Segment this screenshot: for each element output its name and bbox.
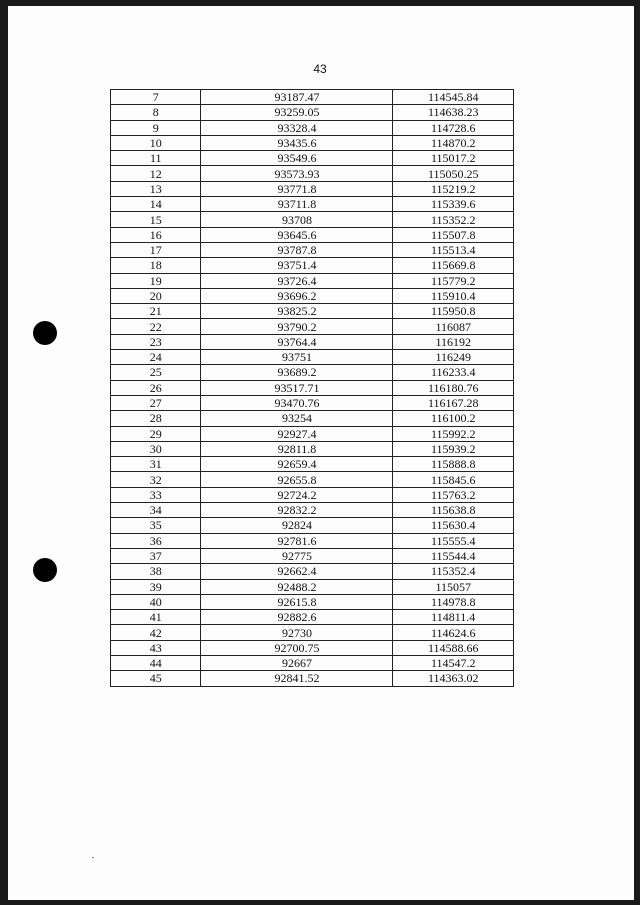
row-index-cell: 22 bbox=[111, 319, 201, 334]
table-row bbox=[111, 518, 514, 533]
table-row bbox=[111, 319, 514, 334]
second-value-cell: 115219.2 bbox=[393, 181, 514, 196]
second-value-cell: 115352.2 bbox=[393, 212, 514, 227]
table-row bbox=[111, 258, 514, 273]
second-value-cell: 116087 bbox=[393, 319, 514, 334]
second-value-cell: 115845.6 bbox=[393, 472, 514, 487]
table-row bbox=[111, 457, 514, 472]
first-value-cell: 92700.75 bbox=[201, 640, 393, 655]
row-index-cell: 25 bbox=[111, 365, 201, 380]
row-index-cell: 13 bbox=[111, 181, 201, 196]
table-row bbox=[111, 288, 514, 303]
row-index-cell: 7 bbox=[111, 90, 201, 105]
first-value-cell: 93825.2 bbox=[201, 304, 393, 319]
row-index-cell: 20 bbox=[111, 288, 201, 303]
table-row bbox=[111, 655, 514, 670]
second-value-cell: 115910.4 bbox=[393, 288, 514, 303]
second-value-cell: 114588.66 bbox=[393, 640, 514, 655]
first-value-cell: 92781.6 bbox=[201, 533, 393, 548]
first-value-cell: 92724.2 bbox=[201, 487, 393, 502]
first-value-cell: 92882.6 bbox=[201, 610, 393, 625]
first-value-cell: 92775 bbox=[201, 548, 393, 563]
table-row bbox=[111, 594, 514, 609]
first-value-cell: 93751 bbox=[201, 350, 393, 365]
first-value-cell: 92667 bbox=[201, 655, 393, 670]
row-index-cell: 45 bbox=[111, 671, 201, 686]
row-index-cell: 41 bbox=[111, 610, 201, 625]
table-row bbox=[111, 503, 514, 518]
scan-artifact bbox=[92, 857, 94, 858]
row-index-cell: 15 bbox=[111, 212, 201, 227]
first-value-cell: 93790.2 bbox=[201, 319, 393, 334]
table-row bbox=[111, 334, 514, 349]
table-row bbox=[111, 197, 514, 212]
first-value-cell: 93711.8 bbox=[201, 197, 393, 212]
second-value-cell: 116192 bbox=[393, 334, 514, 349]
second-value-cell: 115050.25 bbox=[393, 166, 514, 181]
first-value-cell: 93696.2 bbox=[201, 288, 393, 303]
first-value-cell: 93771.8 bbox=[201, 181, 393, 196]
first-value-cell: 92927.4 bbox=[201, 426, 393, 441]
first-value-cell: 92615.8 bbox=[201, 594, 393, 609]
table-row bbox=[111, 548, 514, 563]
second-value-cell: 115992.2 bbox=[393, 426, 514, 441]
first-value-cell: 92662.4 bbox=[201, 564, 393, 579]
table-row bbox=[111, 426, 514, 441]
table-row bbox=[111, 105, 514, 120]
second-value-cell: 114811.4 bbox=[393, 610, 514, 625]
table-row bbox=[111, 380, 514, 395]
first-value-cell: 92811.8 bbox=[201, 441, 393, 456]
row-index-cell: 29 bbox=[111, 426, 201, 441]
second-value-cell: 115057 bbox=[393, 579, 514, 594]
row-index-cell: 42 bbox=[111, 625, 201, 640]
second-value-cell: 114870.2 bbox=[393, 135, 514, 150]
table-row bbox=[111, 441, 514, 456]
row-index-cell: 30 bbox=[111, 441, 201, 456]
table-row bbox=[111, 579, 514, 594]
second-value-cell: 116180.76 bbox=[393, 380, 514, 395]
second-value-cell: 115779.2 bbox=[393, 273, 514, 288]
first-value-cell: 93549.6 bbox=[201, 151, 393, 166]
row-index-cell: 21 bbox=[111, 304, 201, 319]
table-row bbox=[111, 671, 514, 686]
table-row bbox=[111, 120, 514, 135]
row-index-cell: 43 bbox=[111, 640, 201, 655]
second-value-cell: 115763.2 bbox=[393, 487, 514, 502]
first-value-cell: 93751.4 bbox=[201, 258, 393, 273]
second-value-cell: 114728.6 bbox=[393, 120, 514, 135]
table-row bbox=[111, 640, 514, 655]
first-value-cell: 93517.71 bbox=[201, 380, 393, 395]
second-value-cell: 115630.4 bbox=[393, 518, 514, 533]
table-row bbox=[111, 365, 514, 380]
scan-border-left bbox=[0, 0, 8, 905]
first-value-cell: 93764.4 bbox=[201, 334, 393, 349]
first-value-cell: 93470.76 bbox=[201, 395, 393, 410]
first-value-cell: 93254 bbox=[201, 411, 393, 426]
data-table bbox=[110, 89, 514, 687]
row-index-cell: 16 bbox=[111, 227, 201, 242]
second-value-cell: 115638.8 bbox=[393, 503, 514, 518]
first-value-cell: 93573.93 bbox=[201, 166, 393, 181]
scan-border-right bbox=[634, 0, 640, 905]
row-index-cell: 18 bbox=[111, 258, 201, 273]
table-row bbox=[111, 304, 514, 319]
first-value-cell: 93645.6 bbox=[201, 227, 393, 242]
row-index-cell: 26 bbox=[111, 380, 201, 395]
first-value-cell: 92488.2 bbox=[201, 579, 393, 594]
table-row bbox=[111, 625, 514, 640]
second-value-cell: 115544.4 bbox=[393, 548, 514, 563]
row-index-cell: 39 bbox=[111, 579, 201, 594]
table-row bbox=[111, 472, 514, 487]
row-index-cell: 32 bbox=[111, 472, 201, 487]
first-value-cell: 93259.05 bbox=[201, 105, 393, 120]
row-index-cell: 11 bbox=[111, 151, 201, 166]
row-index-cell: 33 bbox=[111, 487, 201, 502]
first-value-cell: 93328.4 bbox=[201, 120, 393, 135]
row-index-cell: 17 bbox=[111, 242, 201, 257]
first-value-cell: 93435.6 bbox=[201, 135, 393, 150]
second-value-cell: 114547.2 bbox=[393, 655, 514, 670]
second-value-cell: 115513.4 bbox=[393, 242, 514, 257]
page-number: 43 bbox=[313, 62, 327, 76]
second-value-cell: 116100.2 bbox=[393, 411, 514, 426]
table-row bbox=[111, 212, 514, 227]
table-row bbox=[111, 273, 514, 288]
punch-hole-lower bbox=[33, 558, 57, 582]
first-value-cell: 92730 bbox=[201, 625, 393, 640]
first-value-cell: 93787.8 bbox=[201, 242, 393, 257]
table-row bbox=[111, 564, 514, 579]
row-index-cell: 19 bbox=[111, 273, 201, 288]
scan-border-top bbox=[8, 0, 640, 6]
second-value-cell: 115339.6 bbox=[393, 197, 514, 212]
table-row bbox=[111, 533, 514, 548]
row-index-cell: 37 bbox=[111, 548, 201, 563]
second-value-cell: 114363.02 bbox=[393, 671, 514, 686]
row-index-cell: 38 bbox=[111, 564, 201, 579]
first-value-cell: 93726.4 bbox=[201, 273, 393, 288]
first-value-cell: 92832.2 bbox=[201, 503, 393, 518]
row-index-cell: 40 bbox=[111, 594, 201, 609]
table-body bbox=[111, 90, 514, 687]
table-row bbox=[111, 242, 514, 257]
row-index-cell: 14 bbox=[111, 197, 201, 212]
row-index-cell: 27 bbox=[111, 395, 201, 410]
second-value-cell: 115888.8 bbox=[393, 457, 514, 472]
second-value-cell: 116249 bbox=[393, 350, 514, 365]
second-value-cell: 114978.8 bbox=[393, 594, 514, 609]
second-value-cell: 114638.23 bbox=[393, 105, 514, 120]
first-value-cell: 92841.52 bbox=[201, 671, 393, 686]
table-row bbox=[111, 227, 514, 242]
row-index-cell: 35 bbox=[111, 518, 201, 533]
table-row bbox=[111, 181, 514, 196]
table-row bbox=[111, 151, 514, 166]
first-value-cell: 92824 bbox=[201, 518, 393, 533]
second-value-cell: 115507.8 bbox=[393, 227, 514, 242]
first-value-cell: 92659.4 bbox=[201, 457, 393, 472]
second-value-cell: 116167.28 bbox=[393, 395, 514, 410]
row-index-cell: 31 bbox=[111, 457, 201, 472]
table-row bbox=[111, 166, 514, 181]
row-index-cell: 8 bbox=[111, 105, 201, 120]
row-index-cell: 12 bbox=[111, 166, 201, 181]
row-index-cell: 24 bbox=[111, 350, 201, 365]
row-index-cell: 28 bbox=[111, 411, 201, 426]
second-value-cell: 115352.4 bbox=[393, 564, 514, 579]
scan-border-bottom bbox=[8, 900, 640, 905]
row-index-cell: 34 bbox=[111, 503, 201, 518]
table-row bbox=[111, 411, 514, 426]
second-value-cell: 114545.84 bbox=[393, 90, 514, 105]
second-value-cell: 115950.8 bbox=[393, 304, 514, 319]
row-index-cell: 36 bbox=[111, 533, 201, 548]
first-value-cell: 93708 bbox=[201, 212, 393, 227]
row-index-cell: 23 bbox=[111, 334, 201, 349]
punch-hole-upper bbox=[33, 321, 57, 345]
second-value-cell: 115669.8 bbox=[393, 258, 514, 273]
first-value-cell: 93187.47 bbox=[201, 90, 393, 105]
first-value-cell: 93689.2 bbox=[201, 365, 393, 380]
row-index-cell: 9 bbox=[111, 120, 201, 135]
first-value-cell: 92655.8 bbox=[201, 472, 393, 487]
table-row bbox=[111, 487, 514, 502]
table-row bbox=[111, 610, 514, 625]
row-index-cell: 44 bbox=[111, 655, 201, 670]
second-value-cell: 114624.6 bbox=[393, 625, 514, 640]
second-value-cell: 115017.2 bbox=[393, 151, 514, 166]
table-row bbox=[111, 350, 514, 365]
row-index-cell: 10 bbox=[111, 135, 201, 150]
second-value-cell: 115555.4 bbox=[393, 533, 514, 548]
second-value-cell: 116233.4 bbox=[393, 365, 514, 380]
table-row bbox=[111, 135, 514, 150]
table-row bbox=[111, 90, 514, 105]
table-row bbox=[111, 395, 514, 410]
second-value-cell: 115939.2 bbox=[393, 441, 514, 456]
